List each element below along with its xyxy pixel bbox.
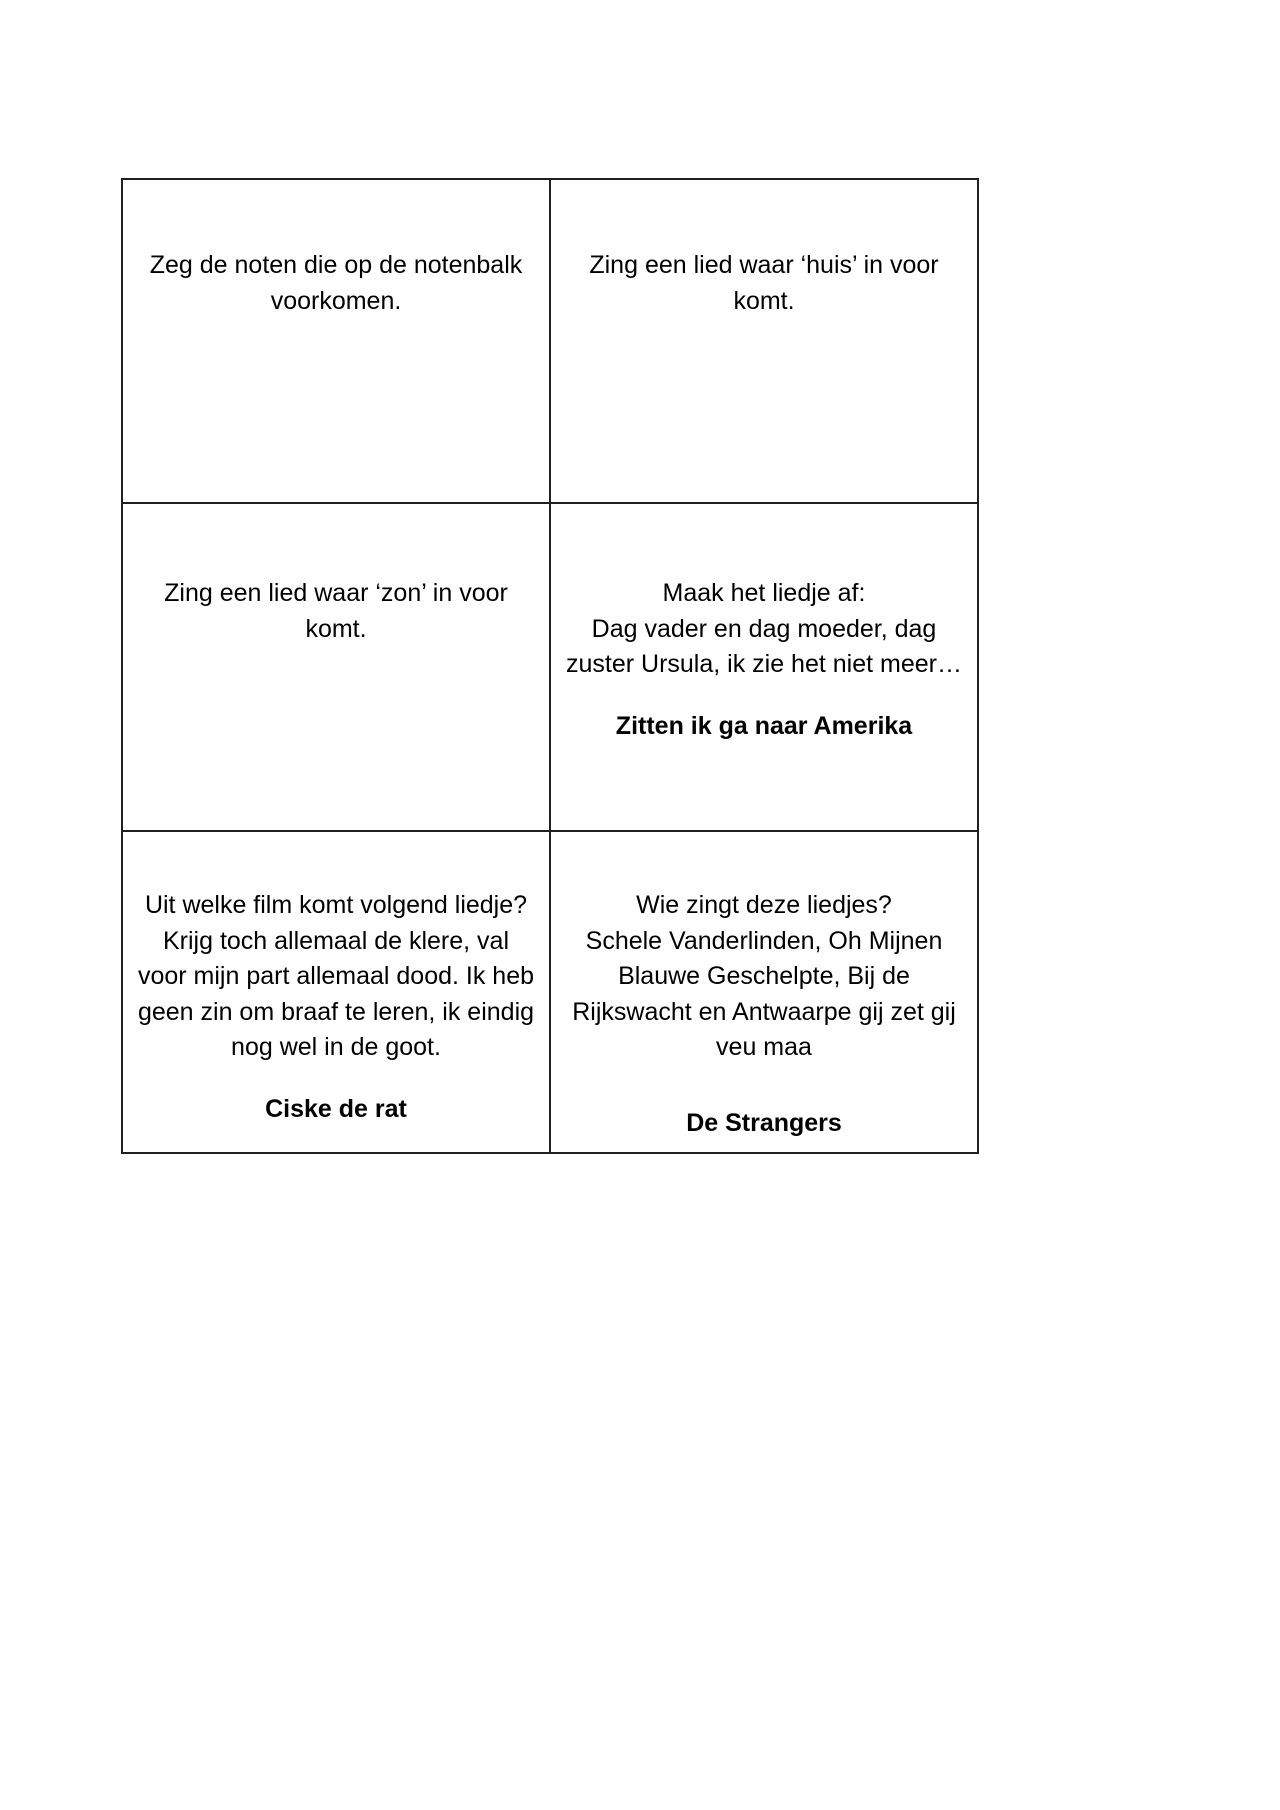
quiz-prompt-line-2: Schele Vanderlinden, Oh Mijnen Blauwe Geschelpte, Bij de Rijkswacht en Antwaarpe gij zet gij veu maa <box>572 926 956 1061</box>
quiz-answer-text: Zitten ik ga naar Amerika <box>615 711 913 740</box>
quiz-answer-text: Ciske de rat <box>265 1094 407 1123</box>
quiz-cell-r3c1 <box>122 831 550 1153</box>
spacer <box>565 683 963 709</box>
quiz-cell-r1c2 <box>550 179 978 503</box>
spacer <box>137 1066 535 1092</box>
table-row <box>122 831 978 1153</box>
quiz-prompt-line-1: Wie zingt deze liedjes? <box>636 891 892 919</box>
quiz-prompt-line-1: Uit welke film komt volgend liedje? <box>144 891 528 919</box>
quiz-cell-r2c2 <box>550 503 978 831</box>
quiz-prompt-line-1: Maak het liedje af: <box>662 579 866 607</box>
quiz-cell-content <box>551 504 977 830</box>
quiz-answer-text: De Strangers <box>686 1108 842 1137</box>
quiz-cell-content <box>123 504 549 830</box>
quiz-prompt-text: Zing een lied waar ‘zon’ in voor komt. <box>164 579 508 643</box>
quiz-card-table <box>121 178 979 1154</box>
quiz-cell-content <box>551 832 977 1152</box>
quiz-table-body <box>122 179 978 1153</box>
quiz-cell-r3c2 <box>550 831 978 1153</box>
table-row <box>122 503 978 831</box>
quiz-cell-r2c1 <box>122 503 550 831</box>
quiz-cell-content <box>123 180 549 502</box>
quiz-cell-content <box>123 832 549 1152</box>
quiz-prompt-line-2: Krijg toch allemaal de klere, val voor mijn part allemaal dood. Ik heb geen zin om braaf te leren, ik eindig nog wel in de goot. <box>137 926 535 1061</box>
quiz-prompt-text: Zing een lied waar ‘huis’ in voor komt. <box>589 251 939 315</box>
quiz-prompt-text: Zeg de noten die op de notenbalk voorkomen. <box>149 251 523 315</box>
quiz-cell-content <box>551 180 977 502</box>
spacer <box>565 1066 963 1106</box>
quiz-cell-r1c1 <box>122 179 550 503</box>
quiz-prompt-line-2: Dag vader en dag moeder, dag zuster Ursula, ik zie het niet meer… <box>566 614 962 678</box>
table-row <box>122 179 978 503</box>
